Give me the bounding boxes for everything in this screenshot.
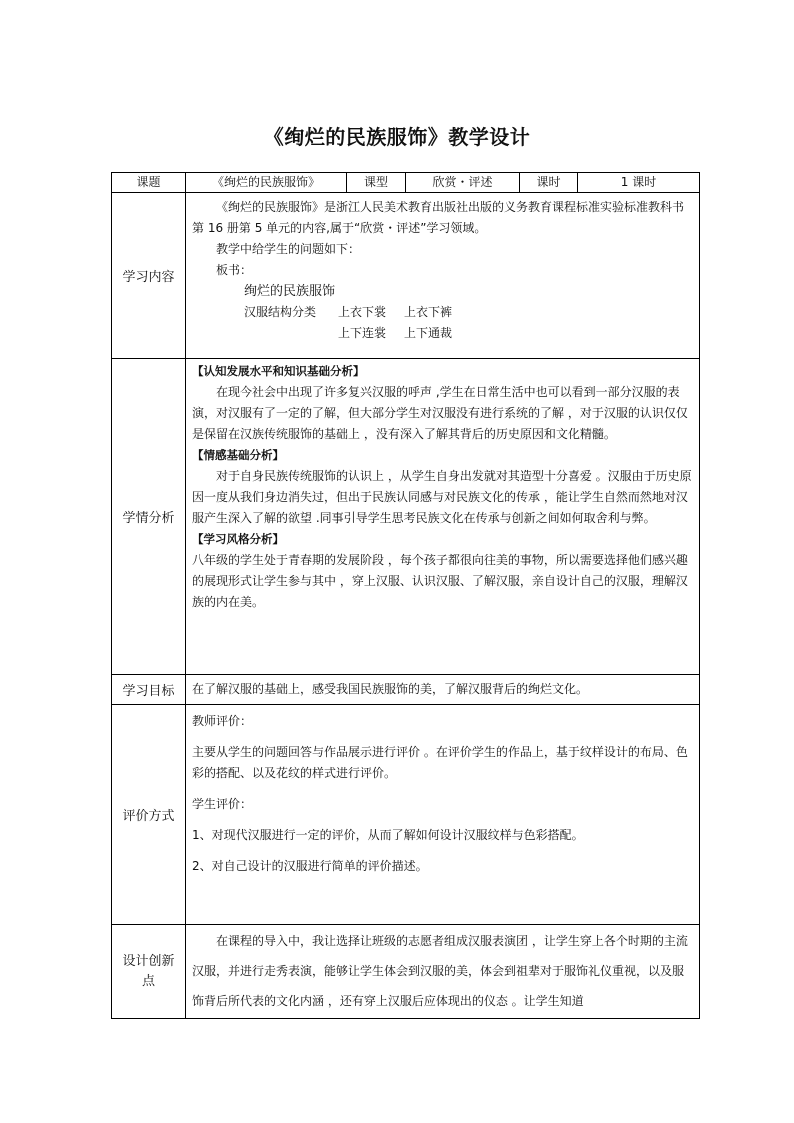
student-eval-item-2: 2、对自己设计的汉服进行简单的评价描述。: [192, 859, 428, 873]
goal-label: 学习目标: [112, 675, 186, 705]
hours-value: 1 课时: [578, 173, 700, 193]
analysis-para-3: 八年级的学生处于青春期的发展阶段 ，每个孩子都很向往美的事物，所以需要选择他们感兴趣的展现形式让学生参与其中 ，穿上汉服、认识汉服、了解汉服，亲自设计自己的汉服，理解汉族的内在美。: [192, 553, 688, 609]
board-type-3: 上下连裳: [338, 326, 387, 340]
type-value: 欣赏・评述: [406, 173, 520, 193]
goal-row: [112, 675, 700, 705]
analysis-heading-3: 【学习风格分析】: [192, 532, 284, 546]
lesson-plan-table: [111, 172, 700, 1019]
content-label: 学习内容: [112, 193, 186, 359]
content-board-label: 板书：: [216, 263, 253, 277]
evaluation-row: [112, 705, 700, 925]
hours-label: 课时: [520, 173, 578, 193]
board-class: 汉服结构分类: [244, 305, 317, 319]
analysis-heading-2: 【情感基础分析】: [192, 448, 284, 462]
content-question-line: 教学中给学生的问题如下：: [216, 242, 361, 256]
board-type-2: 上衣下裤: [404, 305, 453, 319]
analysis-heading-1: 【认知发展水平和知识基础分析】: [192, 364, 365, 378]
evaluation-cell: [186, 705, 700, 925]
content-intro: 《绚烂的民族服饰》是浙江人民美术教育出版社出版的义务教育课程标准实验标准教科书第 16 册第 5 单元的内容,属于“欣赏・评述”学习领域。: [192, 200, 685, 235]
header-row: [112, 173, 700, 193]
board-row-1: [192, 302, 693, 323]
board-title: 绚烂的民族服饰: [244, 284, 336, 299]
type-label: 课型: [347, 173, 406, 193]
analysis-cell: [186, 359, 700, 675]
board-type-4: 上下通裁: [404, 326, 453, 340]
analysis-label: 学情分析: [112, 359, 186, 675]
analysis-para-2: 对于自身民族传统服饰的认识上 ，从学生自身出发就对其造型十分喜爱 。汉服由于历史原因一度从我们身边消失过，但出于民族认同感与对民族文化的传承 ，能让学生自然而然地对汉服产生深入了解的欲望 .同事引导学生思考民族文化在传承与创新之间如何取舍利与弊。: [192, 469, 692, 525]
student-eval-item-1: 1、对现代汉服进行一定的评价，从而了解如何设计汉服纹样与色彩搭配。: [192, 828, 584, 842]
goal-text: 在了解汉服的基础上，感受我国民族服饰的美，了解汉服背后的绚烂文化。: [186, 675, 700, 705]
document-title: 《绚烂的民族服饰》教学设计: [263, 125, 531, 149]
student-eval-title: 学生评价：: [192, 797, 253, 811]
innovation-text: 在课程的导入中，我让选择让班级的志愿者组成汉服表演团 ，让学生穿上各个时期的主流汉服，并进行走秀表演，能够让学生体会到汉服的美，体会到祖辈对于服饰礼仪重视，以及服饰背后所代表的文化内涵 ，还有穿上汉服后应体现出的仪态 。让学生知道: [186, 925, 700, 1019]
innovation-label: 设计创新点: [112, 925, 186, 1019]
board-type-1: 上衣下裳: [338, 305, 387, 319]
content-row: [112, 193, 700, 359]
analysis-para-1: 在现今社会中出现了许多复兴汉服的呼声 ,学生在日常生活中也可以看到一部分汉服的表演，对汉服有了一定的了解，但大部分学生对汉服没有进行系统的了解 ，对于汉服的认识仅仅是保留在汉族传统服饰的基础上 ，没有深入了解其背后的历史原因和文化精髓。: [192, 385, 688, 441]
course-label: 课题: [112, 173, 186, 193]
analysis-row: [112, 359, 700, 675]
board-row-2: [192, 323, 693, 344]
innovation-row: [112, 925, 700, 1019]
content-cell: [186, 193, 700, 359]
course-name: 《绚烂的民族服饰》: [186, 173, 347, 193]
teacher-eval-title: 教师评价：: [192, 714, 253, 728]
evaluation-label: 评价方式: [112, 705, 186, 925]
teacher-eval-text: 主要从学生的问题回答与作品展示进行评价 。在评价学生的作品上，基于纹样设计的布局、色彩的搭配、以及花纹的样式进行评价。: [192, 745, 688, 780]
